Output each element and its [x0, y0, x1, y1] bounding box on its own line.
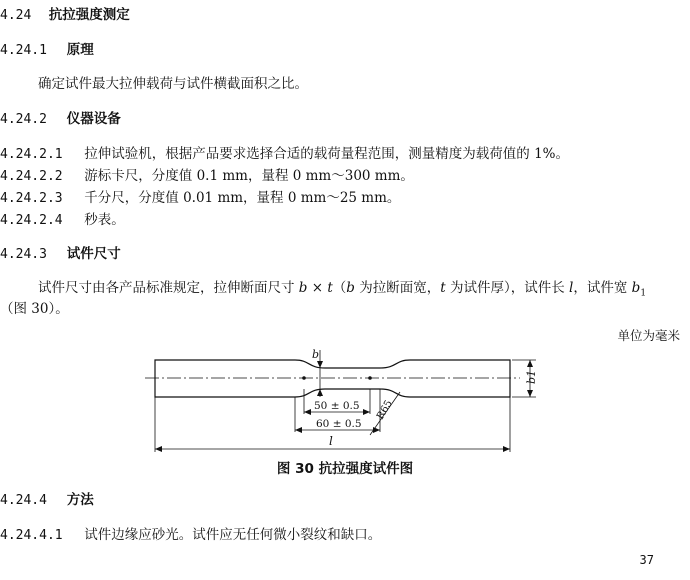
section-number: 4.24.3: [0, 247, 47, 262]
list-item: [0, 526, 381, 545]
text-run: 为拉断面宽，: [354, 280, 441, 296]
item-number: 4.24.2.1: [0, 147, 63, 162]
item-number: 4.24.4.1: [0, 528, 63, 543]
section-title: 原理: [66, 42, 94, 58]
text-run: ，试件宽: [573, 280, 632, 296]
var-b: b: [346, 280, 355, 296]
section-number: 4.24.1: [0, 43, 47, 58]
text-run: （: [332, 280, 347, 296]
specimen-outline: [155, 360, 510, 397]
var-t: t: [440, 280, 446, 296]
section-title: 试件尺寸: [66, 246, 121, 262]
label-dim-50: 50 ± 0.5: [314, 400, 360, 412]
var-t: t: [327, 280, 333, 296]
section-number: 4.24.4: [0, 493, 47, 508]
item-text: 秒表。: [84, 212, 125, 228]
section-title: 抗拉强度测定: [48, 7, 130, 23]
item-text: 游标卡尺，分度值 0.1 mm，量程 0 mm～300 mm。: [84, 168, 414, 184]
label-b: b: [312, 348, 320, 361]
label-dim-60: 60 ± 0.5: [316, 418, 362, 430]
section-heading-4-24-4: [0, 491, 94, 510]
item-text: 拉伸试验机，根据产品要求选择合适的载荷量程范围，测量精度为载荷值的 1%。: [84, 146, 570, 162]
label-b1: b1: [525, 369, 538, 384]
text-run: 试件尺寸由各产品标准规定，拉伸断面尺寸: [38, 280, 299, 296]
unit-note: 单位为毫米: [617, 328, 680, 343]
dimension-paragraph-cont: （图 30）。: [0, 301, 69, 317]
item-text: 试件边缘应砂光。试件应无任何微小裂纹和缺口。: [84, 527, 382, 543]
section-number: 4.24.2: [0, 112, 47, 127]
text-run: 为试件厚），试件长: [445, 280, 570, 296]
item-number: 4.24.2.2: [0, 169, 63, 184]
item-text: 千分尺，分度值 0.01 mm，量程 0 mm～25 mm。: [84, 190, 401, 206]
section-number: 4.24: [0, 8, 32, 23]
figure-caption: 图 30 抗拉强度试件图: [276, 461, 414, 477]
page-number: 37: [639, 553, 654, 567]
var-b: b: [298, 280, 308, 296]
var-b1: b: [631, 280, 641, 296]
principle-paragraph: 确定试件最大拉伸载荷与试件横截面积之比。: [38, 76, 308, 92]
item-number: 4.24.2.4: [0, 213, 63, 228]
section-title: 方法: [66, 492, 94, 508]
subscript: 1: [640, 288, 647, 299]
label-l: l: [329, 434, 333, 448]
label-r65: R65: [375, 398, 395, 422]
text-run: ×: [307, 280, 328, 296]
section-title: 仪器设备: [66, 111, 121, 127]
var-l: l: [569, 280, 574, 296]
item-number: 4.24.2.3: [0, 191, 63, 206]
